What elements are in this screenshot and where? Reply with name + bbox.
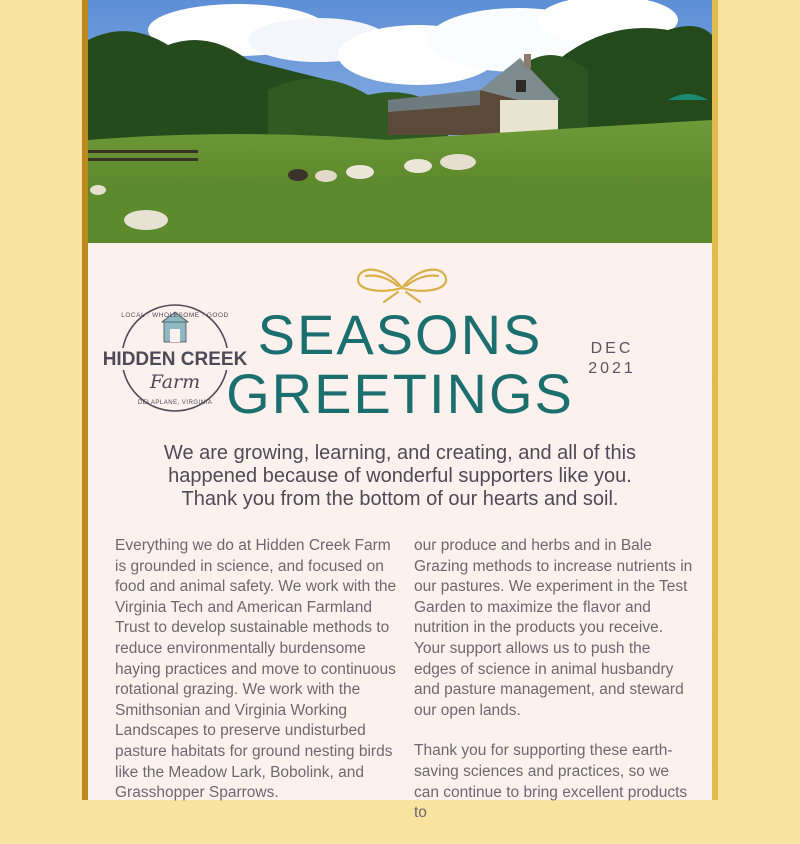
logo-arc-text: LOCAL · WHOLESOME · GOOD xyxy=(121,312,229,319)
body-column-right xyxy=(414,536,696,844)
issue-month: DEC xyxy=(590,340,634,357)
logo-name-line2: Farm xyxy=(149,371,201,393)
issue-year: 2021 xyxy=(588,360,636,377)
farm-photo xyxy=(88,0,712,243)
body-column-left xyxy=(115,536,400,824)
newsletter-card xyxy=(88,0,712,822)
logo-location: DELAPLANE, VIRGINIA xyxy=(137,400,213,406)
intro-line3: Thank you from the bottom of our hearts and soil. xyxy=(181,488,619,510)
title-line1: SEASONS xyxy=(257,303,543,366)
intro-line2: happened because of wonderful supporters like you. xyxy=(168,465,632,487)
body-paragraph: Everything we do at Hidden Creek Farm is grounded in science, and focused on food and animal safety. We work with the Virginia Tech and American Farmland Trust to develop sustainable methods to reduce environmentally burdensome haying practices and move to continuous rotational grazing. We work with the Smithsonian and Virginia Working Landscapes to preserve undisturbed pasture habitats for ground nesting birds like the Meadow Lark, Bobolink, and Grasshopper Sparrows. xyxy=(115,537,397,802)
body-paragraph: our produce and herbs and in Bale Grazing methods to increase nutrients in our pastures. We experiment in the Test Garden to maximize the flavor and nutrition in the products you receive. Your support allows us to push the edges of science in animal husbandry and pasture management, and steward our open lands. xyxy=(414,537,693,719)
intro-line1: We are growing, learning, and creating, and all of this xyxy=(163,442,637,464)
body-paragraph: Thank you for supporting these earth-saving sciences and practices, so we can continue to bring excellent products to xyxy=(414,742,688,822)
title-line2: GREETINGS xyxy=(226,362,574,425)
logo-name-line1: HIDDEN CREEK xyxy=(102,349,248,370)
gold-bow-ornament xyxy=(354,258,450,304)
intro-message xyxy=(128,442,672,511)
